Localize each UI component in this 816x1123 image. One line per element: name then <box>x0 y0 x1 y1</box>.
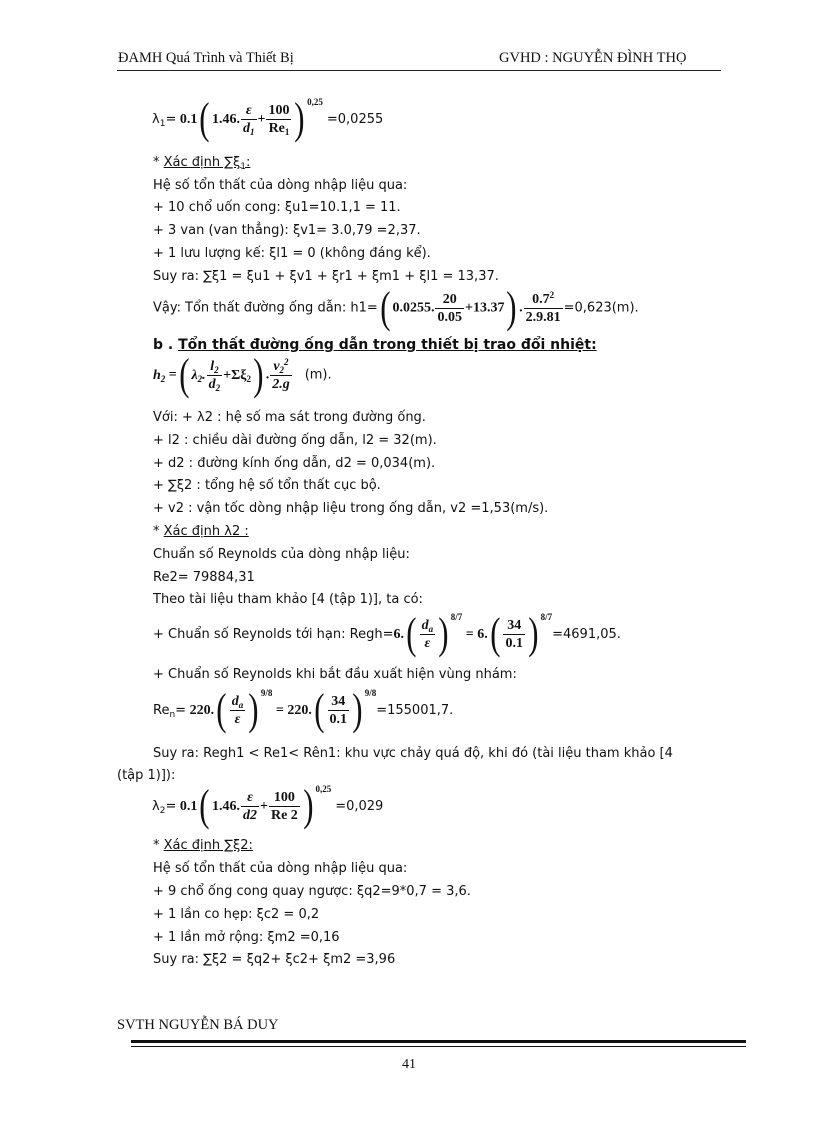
xi2-contraction: + 1 lần co hẹp: ξc2 = 0,2 <box>153 907 320 922</box>
vay-text: Tổn thất đường ống dẫn: h1= <box>185 300 378 316</box>
vay-label: Vậy: <box>153 300 181 316</box>
page-number: 41 <box>402 1057 416 1072</box>
header-rule <box>117 70 721 71</box>
header-course-title: ĐAMH Quá Trình và Thiết Bị <box>118 50 294 66</box>
where-v2: + v2 : vận tốc dòng nhập liệu trong ống dẫn, v2 =1,53(m/s). <box>153 501 549 516</box>
header-advisor: GVHD : NGUYỄN ĐÌNH THỌ <box>499 50 687 66</box>
formula-ren: $Re_n= 220$.( $\frac{d_a}{\varepsilon}$ ) $^{9/8}$ = 220.( $\frac{34}{0.1}$ ) $^{9/8}$=155001,7. <box>153 685 454 735</box>
formula-lambda2: $\lambda_2= 0.1$( 1.46. $\frac{\varepsilon}{d2}$ + $\frac{100}{Re 2}$ ) $^{0,25}$ =0,029 <box>152 781 384 831</box>
formula-h1: Vậy: Tổn thất đường ống dẫn: h1=( 0.0255. $\frac{20}{0.05}$ +13.37) . $\frac{0.7^2}{2.9.81}$ =0,623(m). <box>153 283 639 332</box>
lambda2-heading-line: * Xác định λ2 : <box>153 524 249 539</box>
xi1-valve: + 3 van (van thẳng): ξv1= 3.0,79 =2,37. <box>153 223 421 238</box>
xi2-heading: Xác định ∑ξ2: <box>163 838 253 853</box>
reference-line: Theo tài liệu tham khảo [4 (tập 1)], ta có: <box>153 592 423 607</box>
footer-author: SVTH NGUYỄN BÁ DUY <box>117 1017 279 1033</box>
xi2-heading-line: * Xác định ∑ξ2: <box>153 838 253 853</box>
suy-ra-line-1: Suy ra: Regh1 < Re1< Rên1: khu vực chảy quá độ, khi đó (tài liệu tham khảo [4 <box>153 746 673 761</box>
xi2-sum: Suy ra: ∑ξ2 = ξq2+ ξc2+ ξm2 =3,96 <box>153 952 396 967</box>
where-lambda2: Với: + λ2 : hệ số ma sát trong đường ống. <box>153 410 426 425</box>
xi1-intro: Hệ số tổn thất của dòng nhập liệu qua: <box>153 178 408 193</box>
vay-result: =0,623(m). <box>563 300 639 316</box>
xi2-bends: + 9 chổ ống cong quay ngược: ξq2=9*0,7 = 3,6. <box>153 884 471 899</box>
formula-h2: $h_2$ =( $\lambda_2$. $\frac{l_2}{d_2}$ $+\Sigma\xi_2$) . $\frac{v_2^2}{2.g}$ (m). <box>153 350 332 399</box>
xi1-bend: + 10 chổ uốn cong: ξu1=10.1,1 = 11. <box>153 200 401 215</box>
ren-result: =155001,7. <box>376 703 454 718</box>
where-l2: + l2 : chiều dài đường ống dẫn, l2 = 32(m). <box>153 433 437 448</box>
regh-result: =4691,05. <box>552 627 621 642</box>
formula-regh: + Chuẩn số Reynolds tới hạn: Regh=6.( $\frac{d_a}{\varepsilon}$ ) $^{8/7}$ = 6.( $\frac{34}{0.1}$ ) $^{8/7}$=4691,05. <box>153 609 621 659</box>
footer-rule-thin <box>131 1046 746 1047</box>
re-value: Re2= 79884,31 <box>153 570 255 585</box>
formula-lambda1: $\lambda_1= 0.1$( 1.46. $\frac{\varepsilon}{d_1}$ + $\frac{100}{Re_1}$ ) $^{0,25}$ =0,0255 <box>152 94 384 144</box>
xi2-expansion: + 1 lần mở rộng: ξm2 =0,16 <box>153 930 340 945</box>
lambda2-result: =0,029 <box>335 799 384 814</box>
section-b-heading: b . Tổn thất đường ống dẫn trong thiết bị trao đổi nhiệt: <box>153 337 597 353</box>
xi2-intro: Hệ số tổn thất của dòng nhập liệu qua: <box>153 861 408 876</box>
suy-ra-line-2: (tập 1)]): <box>117 768 176 783</box>
lambda1-result: =0,0255 <box>326 112 384 127</box>
re-intro: Chuẩn số Reynolds của dòng nhập liệu: <box>153 547 410 562</box>
footer-rule-thick <box>131 1040 746 1043</box>
h2-unit: (m). <box>304 367 332 383</box>
xi1-sum: Suy ra: ∑ξ1 = ξu1 + ξv1 + ξr1 + ξm1 + ξl1 = 13,37. <box>153 269 499 284</box>
regh-text: + Chuẩn số Reynolds tới hạn: Regh= <box>153 627 394 642</box>
xi1-meter: + 1 lưu lượng kế: ξl1 = 0 (không đáng kể). <box>153 246 431 261</box>
xi1-heading: Xác định $\sum\xi_1$: <box>163 155 251 172</box>
lambda2-heading: Xác định λ2 : <box>163 524 249 539</box>
xi1-heading-line: * Xác định $\sum\xi_1$: <box>153 155 251 172</box>
where-xi2: + ∑ξ2 : tổng hệ số tổn thất cục bộ. <box>153 478 381 493</box>
where-d2: + d2 : đường kính ống dẫn, d2 = 0,034(m). <box>153 456 436 471</box>
ren-intro: + Chuẩn số Reynolds khi bắt đầu xuất hiện vùng nhám: <box>153 667 517 682</box>
